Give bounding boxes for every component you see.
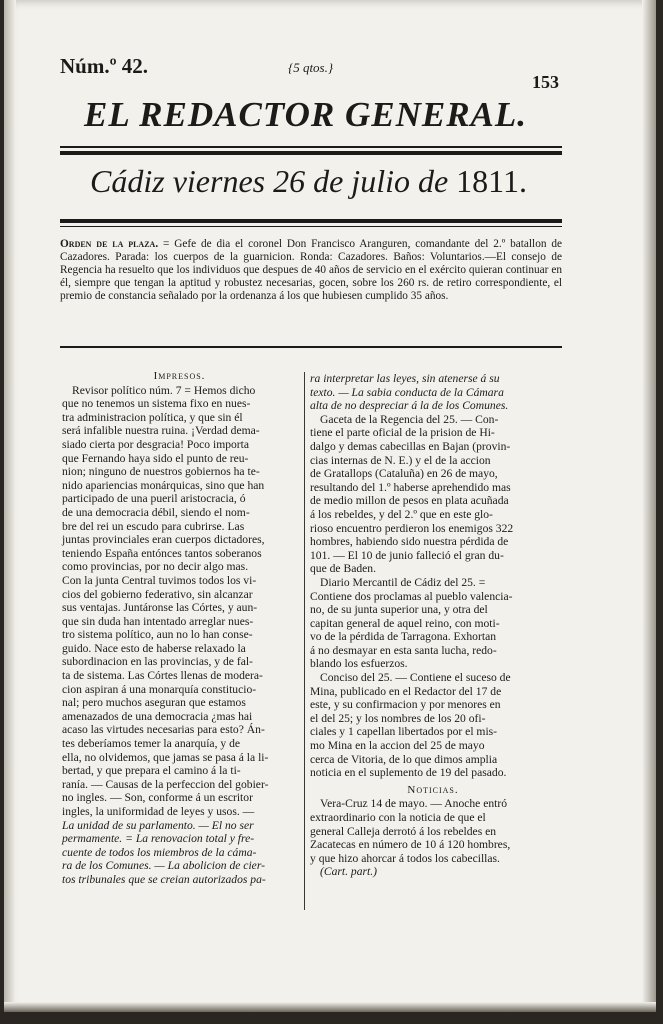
issue-date xyxy=(90,163,527,200)
text-line: cerca de Vitoria, de lo que dimos amplia xyxy=(310,752,498,766)
text-line: texto. — La sabia conducta de la Cámara xyxy=(310,385,504,399)
text-line: guido. Nace esto de haberse relaxado la xyxy=(62,641,246,655)
text-line: que de Baden. xyxy=(310,562,376,576)
text-line: 101. — El 10 de junio falleció el gran du- xyxy=(310,548,504,562)
text-line: tiene el parte oficial de la prision de Hi- xyxy=(310,426,495,440)
text-line: La unidad de su parlamento. — El no ser xyxy=(62,818,254,832)
text-line: Diario Mercantil de Cádiz del 25. = xyxy=(320,575,486,589)
date-text: Cádiz viernes 26 de julio de xyxy=(90,163,457,199)
date-year: 1811. xyxy=(456,163,527,199)
text-line: Mina, publicado en el Redactor del 17 de xyxy=(310,684,502,698)
text-line: extraordinario con la noticia de que el xyxy=(310,811,486,824)
text-line: será infalible nuestra ruina. ¡Verdad dema- xyxy=(62,424,260,438)
text-line: juntas provinciales eran cuerpos dictadores, xyxy=(62,533,265,547)
text-line: bertad, y que prepara el camino á la ti- xyxy=(62,764,241,778)
text-line: que no tenemos un sistema fixo en nues- xyxy=(62,397,251,411)
text-line: á los rebeldes, y del 2.º que en este glo- xyxy=(310,507,493,521)
text-line: permamente. = La renovacion total y fre- xyxy=(62,832,255,846)
orden-label: Orden de la plaza. xyxy=(60,238,159,250)
text-line: hombres, habiendo sido nuestra pérdida de xyxy=(310,535,509,549)
text-line: tro sistema político, aun no lo han conse- xyxy=(62,628,253,642)
text-line: ella, no olvidemos, que jamas se pasa á la li- xyxy=(62,750,269,764)
text-line: tes deberíamos temer la anarquía, y de xyxy=(62,737,241,751)
left-column xyxy=(62,370,297,887)
text-line: no, de su junta superior una, y otra del xyxy=(310,603,488,617)
issue-number: Núm.º 42. xyxy=(60,54,149,78)
text-line: cias internas de N. E.) y el de la accion xyxy=(310,453,491,467)
text-line: Con la junta Central tuvimos todos los vi- xyxy=(62,573,257,587)
text-line: como provincias, por no decir algo mas. xyxy=(62,560,249,574)
text-line: tra administracion política, y que sin él xyxy=(62,410,243,424)
date-rule-thin xyxy=(60,226,562,227)
text-line: ra de los Comunes. — La abolicion de cier- xyxy=(62,859,265,873)
text-line: amenazados de una democracia ¿mas hai xyxy=(62,709,253,723)
text-line: vo de la pérdida de Tarragona. Exhortan xyxy=(310,630,497,644)
text-line: Gaceta de la Regencia del 25. — Con- xyxy=(320,412,499,426)
text-line: resultando del 1.º haberse aprehendido mas xyxy=(310,480,511,494)
text-line: sus ventajas. Juntáronse las Córtes, y aun- xyxy=(62,601,258,615)
text-line: que sin duda han intentado arreglar nues- xyxy=(62,614,254,628)
text-line: Revisor político núm. 7 = Hemos dicho xyxy=(72,383,256,397)
text-line: capitan general de aquel reino, con moti- xyxy=(310,616,500,630)
text-line: ra interpretar las leyes, sin atenerse á su xyxy=(310,372,500,385)
text-line: (Cart. part.) xyxy=(320,865,378,879)
text-line: subordinacion en las provincias, y de fal- xyxy=(62,655,253,669)
newspaper-page xyxy=(4,0,656,1012)
text-line: rioso encuentro perdieron los enemigos 322 xyxy=(310,521,514,535)
text-line: de medio millon de pesos en plata acuñada xyxy=(310,494,509,508)
text-line: bre del rei un escudo para cubrirse. Las xyxy=(62,519,245,533)
masthead-title: EL REDACTOR GENERAL. xyxy=(84,95,528,134)
impresos-heading: Impresos. xyxy=(153,370,206,382)
text-line: siado cierta por desgracia! Poco importa xyxy=(62,437,250,451)
page-left-edge xyxy=(4,0,16,1012)
right-column xyxy=(310,372,556,879)
text-line: á no desmayar en esta santa lucha, redo- xyxy=(310,643,497,657)
text-line: ta de sistema. Las Córtes llenas de modera- xyxy=(62,669,263,683)
page-right-edge xyxy=(642,0,656,1012)
text-line: Conciso del 25. — Contiene el suceso de xyxy=(320,671,511,685)
masthead-rule-top xyxy=(60,146,562,148)
orden-de-la-plaza xyxy=(60,238,562,303)
text-line: este, y su confirmacion y por menores en xyxy=(310,698,501,712)
page-bottom-edge xyxy=(4,1002,656,1012)
section-rule xyxy=(60,346,562,348)
text-line: acaso las virtudes necesarias para esto? Án- xyxy=(62,723,265,737)
text-line: general Calleja derrotó á los rebeldes en xyxy=(310,824,497,838)
text-line: blando los esfuerzos. xyxy=(310,657,408,671)
text-line: Zacatecas en número de 10 á 120 hombres, xyxy=(310,838,511,852)
noticias-heading: Noticias. xyxy=(407,783,459,796)
text-line: Contiene dos proclamas al pueblo valencia- xyxy=(310,589,513,603)
text-line: cuente de todos los miembros de la cáma- xyxy=(62,845,257,859)
text-line: Vera-Cruz 14 de mayo. — Anoche entró xyxy=(320,797,508,811)
text-line: tos tribunales que se creian autorizados pa- xyxy=(62,872,266,886)
text-line: nion; ninguno de nuestros gobiernos ha te- xyxy=(62,465,260,479)
date-rule-thick xyxy=(60,219,562,223)
text-line: ingles, la uniformidad de leyes y usos. — xyxy=(62,805,255,818)
text-line: el del 25; y los nombres de los 20 ofi- xyxy=(310,711,486,725)
price: {5 qtos.} xyxy=(288,60,334,75)
text-line: ciales y 1 capellan libertados por el mis- xyxy=(310,725,498,739)
text-line: nido apariencias monárquicas, sino que han xyxy=(62,478,265,492)
text-line: mo Mina en la accion del 25 de mayo xyxy=(310,739,485,753)
text-line: noticia en el suplemento de 19 del pasado. xyxy=(310,766,507,780)
noticias-section xyxy=(310,797,556,879)
text-line: nal; pero muchos aseguran que estamos xyxy=(62,696,246,710)
text-line: de Gratallops (Cataluña) en 26 de mayo, xyxy=(310,467,498,481)
text-line: ranía. — Causas de la perfeccion del gobier- xyxy=(62,777,269,791)
text-line: cion aspiran á una monarquía constitucio- xyxy=(62,682,257,696)
text-line: alta de no despreciar á la de los Comunes. xyxy=(310,399,509,413)
text-line: dalgo y demas cabecillas en Bajan (provin- xyxy=(310,439,511,453)
text-line: cios del gobierno federativo, sin alcanzar xyxy=(62,587,253,601)
text-line: que Fernando haya sido el punto de reu- xyxy=(62,451,249,465)
column-divider xyxy=(304,372,305,910)
orden-text: = Gefe de dia el coronel Don Francisco Aranguren, comandante del 2.º batallon de Cazadores. Parada: los cuerpos de la guarnicion. Ronda: Cazadores. Baños: Voluntarios.—El consejo de Regencia ha resuelto que los individuos que despues de 40 años de servicio en el exército quieran continuar en él, siempre que tengan la aptitud y robustez necesarias, gocen, sobre los 260 rs. de retiro correspondiente, el premio de constancia señalado por la ordenanza á los que hubiesen cumplido 35 años. xyxy=(60,238,562,302)
text-line: teniendo España entónces tantos soberanos xyxy=(62,546,262,560)
page-number: 153 xyxy=(532,72,559,92)
text-line: no ingles. — Son, conforme á un escritor xyxy=(62,791,253,805)
masthead-rule-thick xyxy=(60,151,562,155)
text-line: y que hizo ahorcar á todos los cabecillas. xyxy=(310,851,500,865)
text-line: participado de una pueril aristocracia, ó xyxy=(62,492,246,506)
text-line: de una democracia débil, siendo el nom- xyxy=(62,505,250,519)
